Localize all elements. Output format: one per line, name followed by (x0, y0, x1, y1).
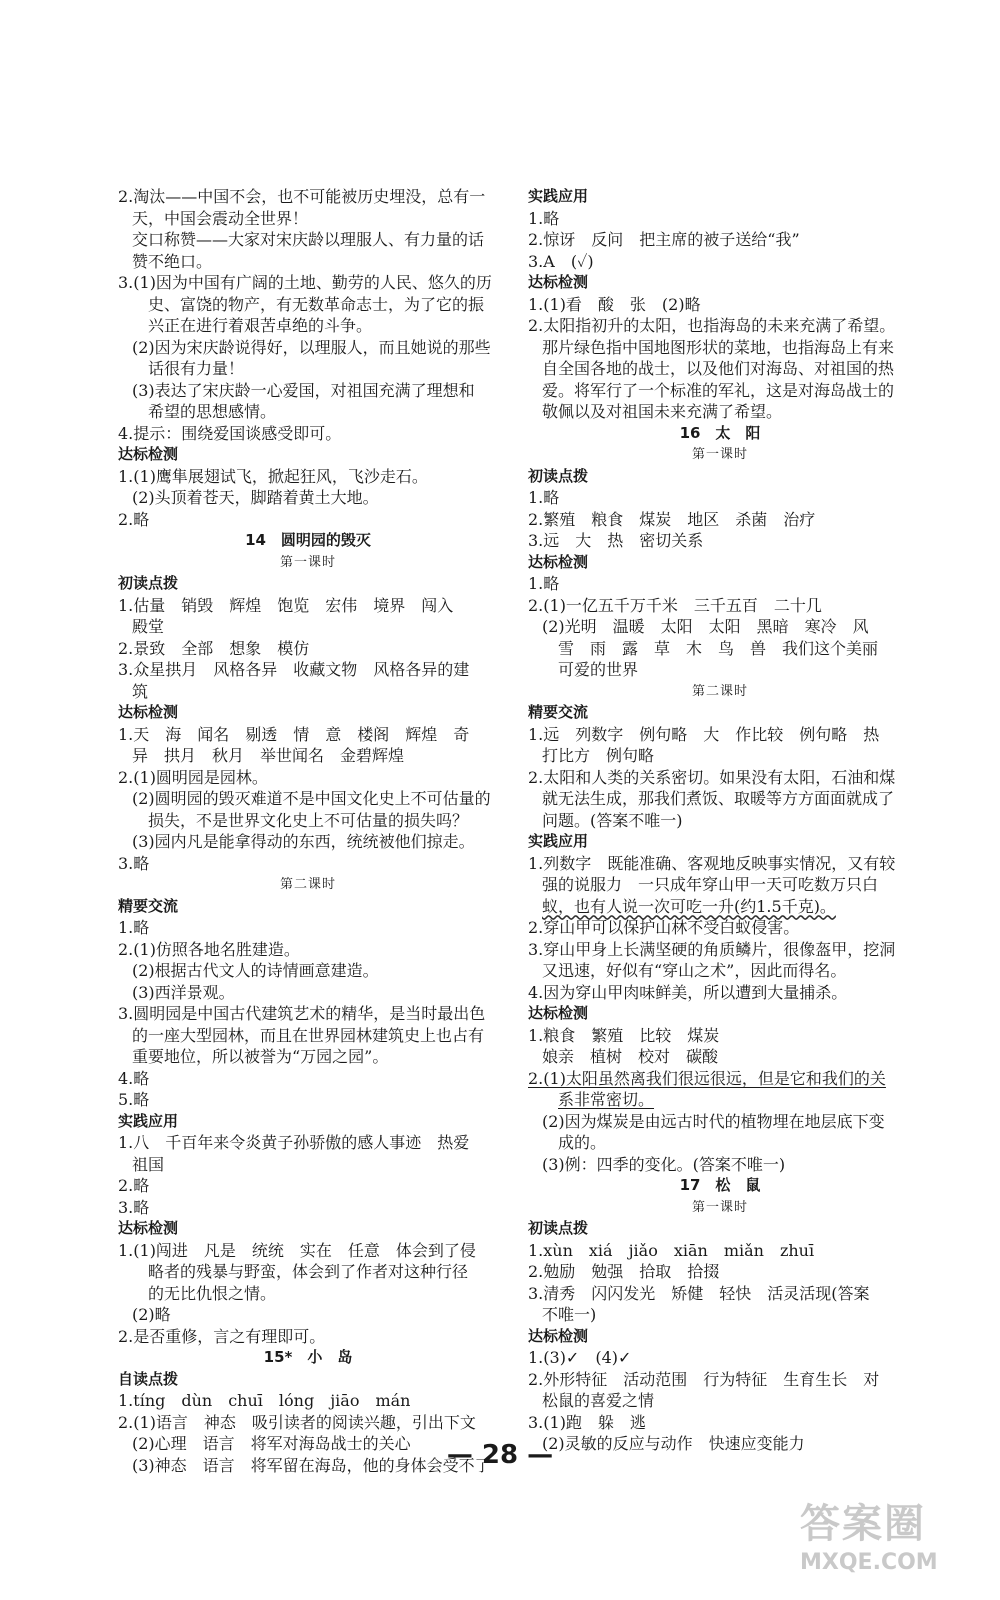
text-line: 3.穿山甲身上长满坚硬的角质鳞片，很像盔甲，挖洞 (528, 939, 896, 959)
text-line: 兴正在进行着艰苦卓绝的斗争。 (148, 316, 373, 335)
text-line: 自全国各地的战士，以及他们对海岛、对祖国的热 (542, 359, 895, 378)
text-line: 那片绿色指中国地图形状的菜地，也指海岛上有来 (542, 337, 895, 357)
section-heading: 达标检测 (118, 1219, 179, 1237)
text-line: 3.众星拱月 风格各异 收藏文物 风格各异的建 (118, 660, 470, 679)
text-line: 损失，不是世界文化史上不可估量的损失吗？ (148, 810, 469, 830)
text-line: (2)因为宋庆龄说得好，以理服人，而且她说的那些 (132, 337, 491, 357)
text-line: 1.天 海 闻名 剔透 情 意 楼阁 辉煌 奇 (118, 724, 470, 744)
text-line: 2.穿山甲可以保护山林不受白蚁侵害。 (528, 918, 800, 937)
text-line: 天，中国会震动全世界！ (132, 208, 309, 228)
text-line: 3.(1)跑 躲 逃 (528, 1412, 646, 1432)
section-heading: 达标检测 (528, 552, 589, 571)
text-line: 可爱的世界 (558, 660, 639, 679)
text-line: 2.(1)仿照各地名胜建造。 (118, 939, 300, 959)
lesson-title: 16 太 阳 (679, 423, 761, 442)
lesson-title: 17 松 鼠 (679, 1176, 761, 1194)
text-line: 2.(1)语言 神态 吸引读者的阅读兴趣，引出下文 (118, 1412, 476, 1432)
text-line: 2.略 (118, 509, 150, 529)
lesson-title: 14 圆明园的毁灭 (245, 531, 371, 549)
text-line: 3.A (✓) (528, 251, 594, 271)
text-line: 交口称赞——大家对宋庆龄以理服人、有力量的话 (132, 230, 485, 249)
lesson-title: 15* 小 岛 (263, 1348, 353, 1366)
right-column (528, 186, 912, 1455)
text-line: (2)略 (132, 1305, 171, 1324)
text-line: (3)表达了宋庆龄一心爱国，对祖国充满了理想和 (132, 380, 475, 400)
text-line: 2.是否重修，言之有理即可。 (118, 1326, 326, 1346)
text-line: 2.太阳和人类的关系密切。如果没有太阳，石油和煤 (528, 767, 896, 787)
text-line: (3)例：四季的变化。(答案不唯一) (542, 1154, 786, 1174)
text-line: 2.惊讶 反问 把主席的被子送给“我” (528, 230, 800, 249)
text-line: 略者的残暴与野蛮，体会到了作者对这种行径 (148, 1262, 469, 1281)
text-line: 4.提示：围绕爱国谈感受即可。 (118, 423, 342, 443)
text-line: 筑 (132, 681, 149, 701)
text-line: 1.粮食 繁殖 比较 煤炭 (528, 1025, 720, 1045)
text-line: 祖国 (132, 1154, 165, 1174)
text-line: 1.xùn xiá jiǎo xiān miǎn zhuī (528, 1240, 815, 1260)
watermark-logo (800, 1500, 980, 1595)
text-line: 2.(1)太阳虽然离我们很远很远，但是它和我们的关 (528, 1068, 886, 1088)
text-line: 2.景致 全部 想象 模仿 (118, 638, 310, 658)
text-line: (2)灵敏的反应与动作 快速应变能力 (542, 1434, 805, 1453)
section-heading: 达标检测 (528, 273, 589, 291)
lesson-period: 第一课时 (279, 554, 336, 570)
text-line: 2.略 (118, 1176, 150, 1195)
text-line: 1.略 (528, 574, 560, 593)
text-line: 1.八 千百年来令炎黄子孙骄傲的感人事迹 热爱 (118, 1133, 470, 1152)
text-line: 希望的思想感情。 (148, 402, 277, 421)
text-line: 1.tíng dùn chuī lóng jiāo mán (118, 1391, 411, 1410)
text-line: 1.略 (528, 208, 560, 228)
text-line: 1.估量 销毁 辉煌 饱览 宏伟 境界 闯入 (118, 595, 454, 615)
watermark-url: MXQE.COM (800, 1550, 938, 1575)
text-line: 又迅速，好似有“穿山之术”，因此而得名。 (542, 961, 847, 980)
left-column (118, 186, 498, 1476)
text-line: 3.清秀 闪闪发光 矫健 轻快 活灵活现(答案 (528, 1283, 870, 1303)
text-line: 2.繁殖 粮食 煤炭 地区 杀菌 治疗 (528, 509, 816, 529)
text-line: 2.勉励 勉强 拾取 拾掇 (528, 1262, 720, 1281)
text-line: 重要地位，所以被誉为“万园之园”。 (132, 1047, 389, 1066)
watermark-text: 答案圈 (800, 1501, 926, 1547)
section-heading: 初读点拨 (118, 574, 179, 592)
text-line: 1.略 (118, 918, 150, 937)
text-line: 爱。将军行了一个标准的军礼，这是对海岛战士的 (542, 380, 895, 400)
text-line: 3.远 大 热 密切关系 (528, 531, 704, 550)
section-heading: 精要交流 (528, 703, 589, 721)
text-line: 成的。 (558, 1133, 607, 1152)
text-line: 1.远 列数字 例句略 大 作比较 例句略 热 (528, 724, 880, 744)
text-line: 强的说服力 一只成年穿山甲一天可吃数万只白 (542, 875, 879, 894)
text-line: (2)心理 语言 将军对海岛战士的关心 (132, 1434, 411, 1453)
text-line: 1.列数字 既能准确、客观地反映事实情况，又有较 (528, 853, 896, 873)
section-heading: 达标检测 (528, 1004, 589, 1022)
text-line: 就无法生成，那我们煮饭、取暖等方方面面就成了 (542, 789, 895, 808)
page-number: — 28 — (446, 1440, 554, 1470)
text-line: 松鼠的喜爱之情 (542, 1391, 655, 1410)
text-line: 异 拱月 秋月 举世闻名 金碧辉煌 (132, 746, 405, 765)
text-line: (2)根据古代文人的诗情画意建造。 (132, 961, 379, 980)
section-heading: 精要交流 (118, 896, 179, 915)
lesson-period: 第一课时 (691, 447, 748, 462)
text-line: 4.因为穿山甲肉味鲜美，所以遭到大量捕杀。 (528, 982, 848, 1002)
text-line: 1.(1)鹰隼展翅试飞，掀起狂风，飞沙走石。 (118, 466, 428, 486)
section-heading: 实践应用 (528, 832, 589, 850)
text-line: 3.圆明园是中国古代建筑艺术的精华，是当时最出色 (118, 1004, 486, 1023)
text-line: 雪 雨 露 草 木 鸟 兽 我们这个美丽 (558, 638, 879, 658)
text-line: (2)头顶着苍天，脚踏着黄土大地。 (132, 488, 379, 507)
text-line: 史、富饶的物产，有无数革命志士，为了它的振 (148, 294, 485, 314)
text-line: 1.(1)看 酸 张 (2)略 (528, 294, 701, 314)
text-line: (3)西洋景观。 (132, 982, 235, 1002)
text-line: 蚁，也有人说一次可吃一升(约1.5千克)。 (542, 896, 836, 916)
section-heading: 实践应用 (528, 187, 589, 205)
text-line: 1.(3)✓ (4)✓ (528, 1348, 632, 1367)
lesson-period: 第二课时 (691, 683, 748, 699)
text-line: 2.淘汰——中国不会，也不可能被历史埋没，总有一 (118, 187, 486, 206)
text-line: 娘亲 植树 校对 碳酸 (542, 1047, 719, 1066)
text-line: 3.(1)因为中国有广阔的土地、勤劳的人民、悠久的历 (118, 273, 492, 292)
text-line: (3)园内凡是能拿得动的东西，统统被他们掠走。 (132, 832, 475, 851)
lesson-period: 第二课时 (279, 877, 336, 892)
text-line: 问题。(答案不唯一) (542, 810, 683, 830)
text-line: (3)神态 语言 将军留在海岛，他的身体会受不了 (132, 1455, 491, 1475)
text-line: 2.外形特征 活动范围 行为特征 生育生长 对 (528, 1369, 880, 1389)
text-line: 2.(1)一亿五千万千米 三千五百 二十几 (528, 595, 822, 615)
text-line: 3.略 (118, 1197, 150, 1217)
text-line: 不唯一) (542, 1305, 597, 1324)
section-heading: 自读点拨 (118, 1369, 179, 1388)
text-line: 系非常密切。 (558, 1090, 655, 1109)
text-line: 2.太阳指初升的太阳，也指海岛的未来充满了希望。 (528, 316, 896, 335)
text-line: 打比方 例句略 (542, 746, 655, 765)
text-line: 1.(1)闯进 凡是 统统 实在 任意 体会到了侵 (118, 1240, 476, 1260)
section-heading: 达标检测 (118, 445, 179, 463)
text-line: 3.略 (118, 853, 150, 873)
text-line: 的一座大型园林，而且在世界园林建筑史上也占有 (132, 1025, 485, 1045)
section-heading: 初读点拨 (528, 1219, 589, 1237)
text-line: 5.略 (118, 1090, 150, 1109)
section-heading: 实践应用 (118, 1111, 179, 1130)
text-line: 赞不绝口。 (132, 251, 213, 271)
text-line: 殿堂 (132, 617, 165, 636)
section-heading: 初读点拨 (528, 466, 589, 485)
lesson-period: 第一课时 (691, 1199, 748, 1215)
text-line: 敬佩以及对祖国未来充满了希望。 (542, 402, 783, 421)
text-line: 的无比仇恨之情。 (148, 1283, 277, 1303)
text-line: 2.(1)圆明园是园林。 (118, 767, 268, 787)
text-line: 4.略 (118, 1068, 150, 1088)
text-line: (2)因为煤炭是由远古时代的植物埋在地层底下变 (542, 1111, 885, 1131)
text-line: (2)圆明园的毁灭难道不是中国文化史上不可估量的 (132, 789, 491, 808)
text-line: 话很有力量！ (148, 359, 245, 378)
section-heading: 达标检测 (528, 1326, 589, 1345)
section-heading: 达标检测 (118, 703, 179, 721)
text-line: 1.略 (528, 488, 560, 507)
text-line: (2)光明 温暖 太阳 太阳 黑暗 寒冷 风 (542, 617, 869, 636)
